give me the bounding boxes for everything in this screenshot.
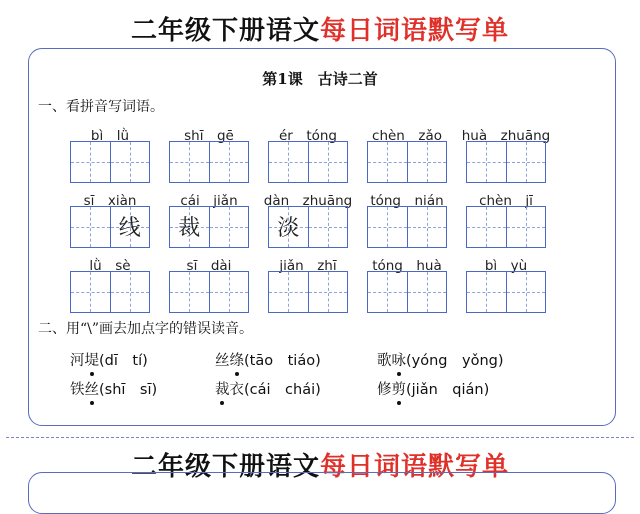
writing-cell[interactable] bbox=[269, 272, 309, 312]
word-character: 歌 bbox=[377, 353, 392, 369]
section-1-instruction: 一、看拼音写词语。 bbox=[38, 99, 164, 115]
writing-cell[interactable] bbox=[170, 207, 210, 247]
pinyin-label: tóng nián bbox=[370, 193, 444, 209]
pinyin-label: chèn zǎo bbox=[372, 128, 442, 144]
writing-grid[interactable] bbox=[169, 271, 249, 313]
hint-character: 淡 bbox=[277, 216, 300, 241]
writing-cell[interactable] bbox=[269, 207, 309, 247]
writing-grid[interactable] bbox=[169, 141, 249, 183]
pinyin-label: sī dài bbox=[186, 258, 232, 274]
reading-item bbox=[215, 349, 321, 370]
writing-grid[interactable] bbox=[466, 206, 546, 248]
writing-cell[interactable] bbox=[467, 272, 507, 312]
writing-grid[interactable] bbox=[367, 141, 447, 183]
pinyin-label: shī gē bbox=[184, 128, 234, 144]
writing-cell[interactable] bbox=[111, 272, 150, 312]
reading-item bbox=[70, 349, 148, 370]
writing-cell[interactable] bbox=[309, 272, 348, 312]
writing-cell[interactable] bbox=[309, 142, 348, 182]
pinyin-label: jiǎn zhī bbox=[279, 258, 337, 274]
pinyin-label: sī xiàn bbox=[83, 193, 137, 209]
writing-grid[interactable] bbox=[268, 141, 348, 183]
writing-cell[interactable] bbox=[368, 142, 408, 182]
word-character: 丝 bbox=[215, 353, 230, 369]
writing-grid[interactable] bbox=[169, 206, 249, 248]
pinyin-label: ér tóng bbox=[278, 128, 338, 144]
reading-options[interactable]: (shī sī) bbox=[99, 382, 158, 398]
page-divider bbox=[6, 437, 634, 438]
writing-cell[interactable] bbox=[408, 207, 447, 247]
writing-cell[interactable] bbox=[408, 272, 447, 312]
hint-character: 线 bbox=[118, 216, 141, 241]
hint-character: 裁 bbox=[178, 216, 201, 241]
reading-options[interactable]: (dī tí) bbox=[99, 353, 148, 369]
dotted-character: 剪 bbox=[392, 378, 407, 399]
reading-options[interactable]: (jiǎn qián) bbox=[406, 382, 490, 398]
writing-cell[interactable] bbox=[507, 272, 546, 312]
writing-cell[interactable] bbox=[467, 142, 507, 182]
word-character: 修 bbox=[377, 382, 392, 398]
title-part2-next: 每日词语默写单 bbox=[320, 452, 510, 482]
writing-cell[interactable] bbox=[71, 142, 111, 182]
writing-cell[interactable] bbox=[210, 207, 249, 247]
writing-cell[interactable] bbox=[210, 142, 249, 182]
reading-item bbox=[215, 378, 321, 399]
writing-cell[interactable] bbox=[507, 142, 546, 182]
reading-item bbox=[70, 378, 157, 399]
pinyin-label: huà zhuāng bbox=[461, 128, 551, 144]
writing-grid[interactable] bbox=[268, 271, 348, 313]
writing-cell[interactable] bbox=[111, 207, 150, 247]
dotted-character: 绦 bbox=[230, 349, 245, 370]
writing-cell[interactable] bbox=[170, 272, 210, 312]
word-character: 河 bbox=[70, 353, 85, 369]
writing-cell[interactable] bbox=[71, 207, 111, 247]
writing-cell[interactable] bbox=[269, 142, 309, 182]
pinyin-label: tóng huà bbox=[372, 258, 442, 274]
dotted-character: 裁 bbox=[215, 378, 230, 399]
pinyin-label: dàn zhuāng bbox=[263, 193, 353, 209]
word-character: 铁 bbox=[70, 382, 85, 398]
reading-item bbox=[377, 378, 489, 399]
writing-cell[interactable] bbox=[309, 207, 348, 247]
writing-grid[interactable] bbox=[466, 141, 546, 183]
pinyin-label: lǜ sè bbox=[89, 258, 131, 274]
writing-cell[interactable] bbox=[71, 272, 111, 312]
writing-cell[interactable] bbox=[368, 207, 408, 247]
writing-cell[interactable] bbox=[507, 207, 546, 247]
writing-cell[interactable] bbox=[170, 142, 210, 182]
writing-cell[interactable] bbox=[408, 142, 447, 182]
pinyin-label: bì lǜ bbox=[90, 128, 130, 144]
dotted-character: 堤 bbox=[85, 349, 100, 370]
writing-cell[interactable] bbox=[111, 142, 150, 182]
reading-options[interactable]: (yóng yǒng) bbox=[406, 353, 504, 369]
reading-options[interactable]: (tāo tiáo) bbox=[244, 353, 321, 369]
word-character: 衣 bbox=[229, 382, 244, 398]
writing-grid[interactable] bbox=[70, 271, 150, 313]
dotted-character: 丝 bbox=[85, 378, 100, 399]
writing-grid[interactable] bbox=[268, 206, 348, 248]
pinyin-label: cái jiǎn bbox=[180, 193, 238, 209]
dotted-character: 咏 bbox=[392, 349, 407, 370]
writing-grid[interactable] bbox=[70, 206, 150, 248]
lesson-title: 第1课 古诗二首 bbox=[262, 70, 378, 88]
section-2-instruction: 二、用“\”画去加点字的错误读音。 bbox=[38, 321, 254, 337]
writing-cell[interactable] bbox=[368, 272, 408, 312]
title-part1: 二年级下册语文 bbox=[130, 16, 320, 46]
writing-cell[interactable] bbox=[467, 207, 507, 247]
title-part2: 每日词语默写单 bbox=[320, 16, 510, 46]
writing-cell[interactable] bbox=[210, 272, 249, 312]
reading-item bbox=[377, 349, 504, 370]
pinyin-label: chèn jī bbox=[479, 193, 533, 209]
writing-grid[interactable] bbox=[367, 271, 447, 313]
pinyin-label: bì yù bbox=[484, 258, 528, 274]
worksheet-title bbox=[0, 10, 640, 47]
title-part1-next: 二年级下册语文 bbox=[130, 452, 320, 482]
reading-options[interactable]: (cái chái) bbox=[244, 382, 321, 398]
writing-grid[interactable] bbox=[466, 271, 546, 313]
worksheet-card-next bbox=[28, 472, 616, 514]
writing-grid[interactable] bbox=[367, 206, 447, 248]
writing-grid[interactable] bbox=[70, 141, 150, 183]
